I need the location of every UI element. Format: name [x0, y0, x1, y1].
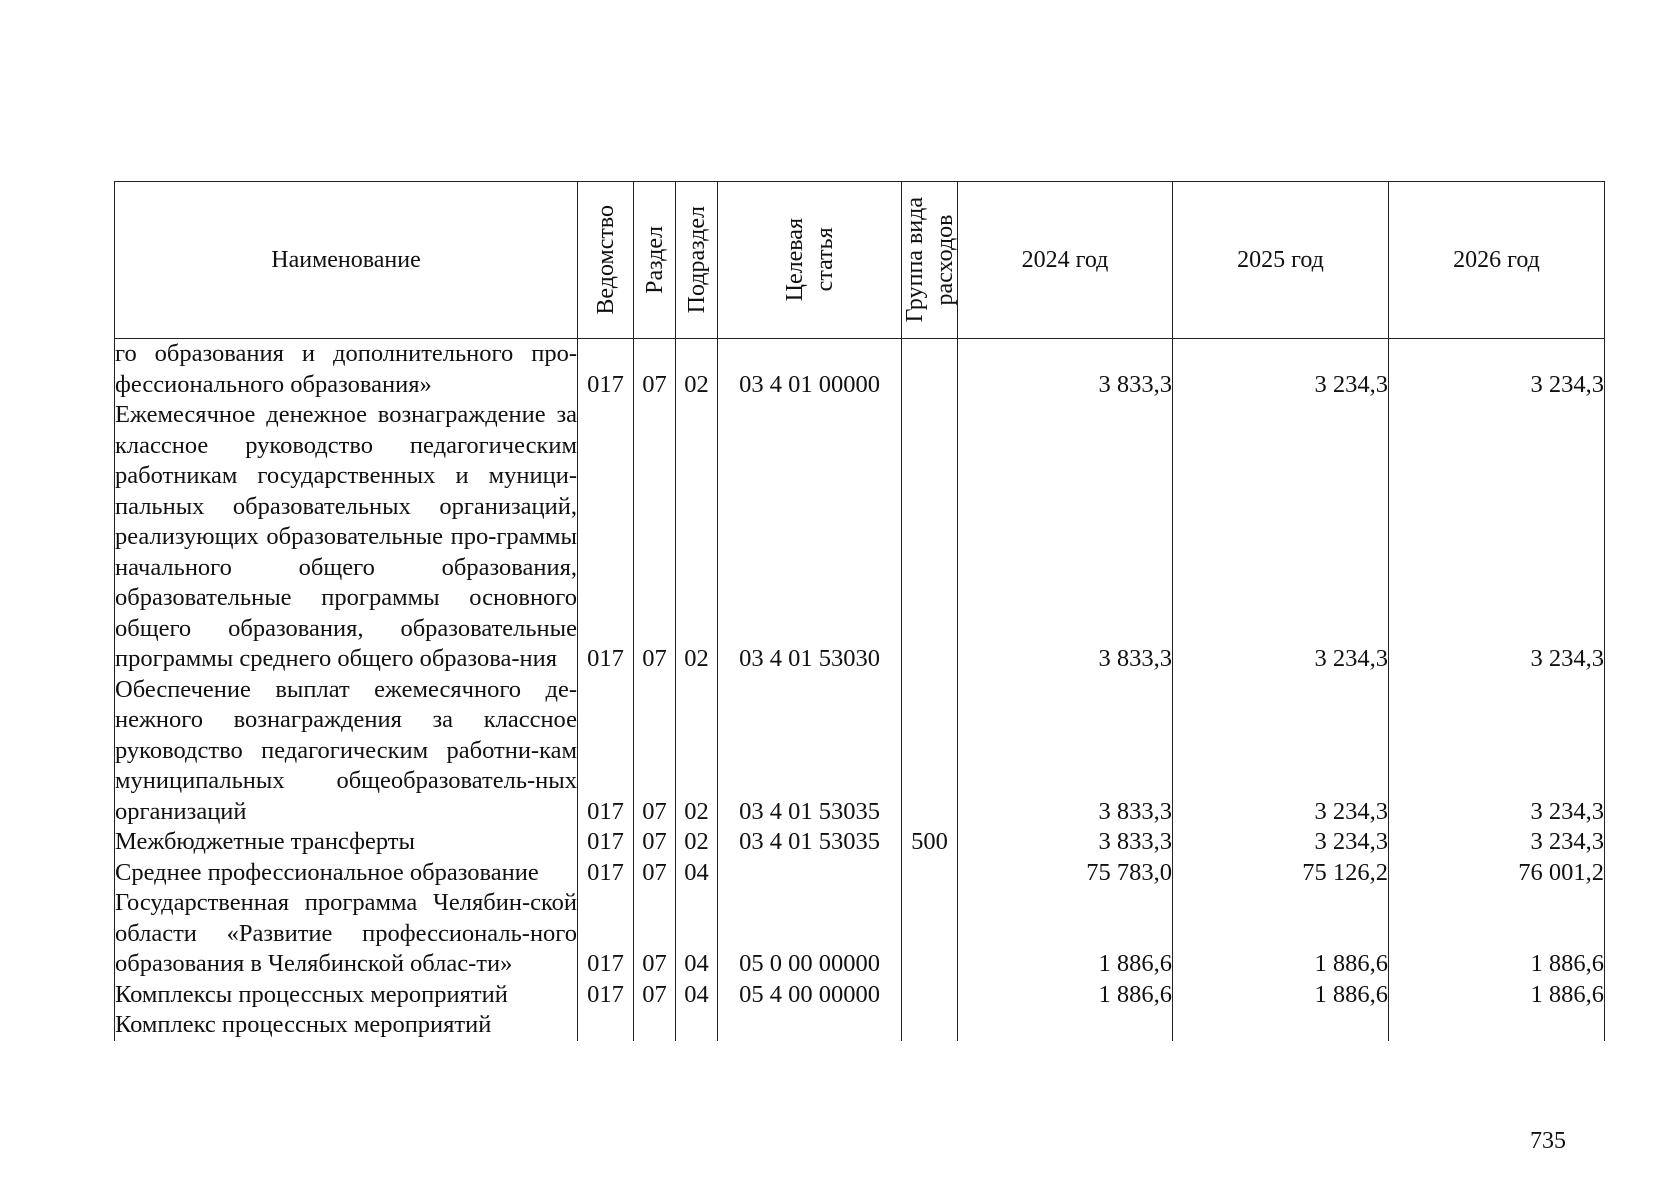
table-row	[115, 400, 1605, 675]
cell-y2024	[958, 1010, 1173, 1041]
header-y2024-label: 2024 год	[1021, 247, 1109, 273]
cell-podrazdel: 02	[676, 400, 718, 675]
cell-name: Комплексы процессных мероприятий	[115, 980, 578, 1011]
cell-gruppa	[902, 858, 958, 889]
cell-y2026: 3 234,3	[1389, 339, 1605, 401]
cell-podrazdel: 04	[676, 888, 718, 980]
cell-razdel: 07	[634, 888, 676, 980]
header-gruppa-line2: расходов	[931, 214, 958, 306]
cell-podrazdel	[676, 1010, 718, 1041]
header-gruppa	[902, 182, 958, 339]
cell-gruppa	[902, 400, 958, 675]
cell-gruppa: 500	[902, 827, 958, 858]
cell-y2026: 3 234,3	[1389, 827, 1605, 858]
header-celevaya-label	[780, 218, 840, 301]
cell-celevaya: 03 4 01 53030	[718, 400, 902, 675]
cell-ved	[578, 1010, 634, 1041]
cell-y2024: 3 833,3	[958, 675, 1173, 828]
cell-razdel: 07	[634, 827, 676, 858]
cell-y2025	[1173, 1010, 1389, 1041]
table-row	[115, 827, 1605, 858]
cell-podrazdel: 02	[676, 675, 718, 828]
cell-y2025: 3 234,3	[1173, 400, 1389, 675]
cell-celevaya	[718, 858, 902, 889]
cell-ved: 017	[578, 858, 634, 889]
cell-celevaya: 05 4 00 00000	[718, 980, 902, 1011]
table-row	[115, 1010, 1605, 1041]
table-body	[115, 339, 1605, 1041]
header-y2026	[1389, 182, 1605, 339]
cell-gruppa	[902, 675, 958, 828]
cell-razdel: 07	[634, 339, 676, 401]
cell-name: Среднее профессиональное образование	[115, 858, 578, 889]
cell-celevaya: 05 0 00 00000	[718, 888, 902, 980]
cell-celevaya: 03 4 01 00000	[718, 339, 902, 401]
header-podrazdel-label: Подраздел	[683, 206, 710, 314]
header-ved-label: Ведомство	[592, 205, 619, 315]
cell-podrazdel: 02	[676, 339, 718, 401]
page-number: 735	[1530, 1128, 1566, 1154]
header-gruppa-label	[900, 197, 960, 322]
cell-y2026: 3 234,3	[1389, 400, 1605, 675]
cell-name: Государственная программа Челябин-ской области «Развитие профессиональ-ного образования в Челябинской облас-ти»	[115, 888, 578, 980]
cell-razdel	[634, 1010, 676, 1041]
budget-table-sheet	[114, 181, 1604, 1101]
cell-y2026	[1389, 1010, 1605, 1041]
cell-y2024: 3 833,3	[958, 400, 1173, 675]
cell-celevaya	[718, 1010, 902, 1041]
cell-y2025: 75 126,2	[1173, 858, 1389, 889]
table-row	[115, 888, 1605, 980]
cell-podrazdel: 02	[676, 827, 718, 858]
header-podrazdel	[676, 182, 718, 339]
cell-ved: 017	[578, 339, 634, 401]
cell-y2025: 3 234,3	[1173, 339, 1389, 401]
table-row	[115, 339, 1605, 401]
cell-razdel: 07	[634, 675, 676, 828]
cell-name: го образования и дополнительного про-фессионального образования»	[115, 339, 578, 401]
cell-y2026: 1 886,6	[1389, 888, 1605, 980]
header-row	[115, 182, 1605, 339]
table-row	[115, 980, 1605, 1011]
header-razdel	[634, 182, 676, 339]
cell-celevaya: 03 4 01 53035	[718, 827, 902, 858]
cell-ved: 017	[578, 827, 634, 858]
cell-gruppa	[902, 980, 958, 1011]
header-celevaya	[718, 182, 902, 339]
header-y2024	[958, 182, 1173, 339]
cell-razdel: 07	[634, 400, 676, 675]
cell-celevaya: 03 4 01 53035	[718, 675, 902, 828]
header-razdel-label: Раздел	[641, 226, 668, 294]
budget-table	[114, 181, 1605, 1041]
cell-y2024: 1 886,6	[958, 980, 1173, 1011]
cell-y2026: 3 234,3	[1389, 675, 1605, 828]
table-row	[115, 675, 1605, 828]
cell-razdel: 07	[634, 858, 676, 889]
cell-y2025: 3 234,3	[1173, 675, 1389, 828]
cell-razdel: 07	[634, 980, 676, 1011]
cell-name: Комплекс процессных мероприятий	[115, 1010, 578, 1041]
cell-ved: 017	[578, 888, 634, 980]
cell-gruppa	[902, 339, 958, 401]
header-ved	[578, 182, 634, 339]
cell-y2026: 1 886,6	[1389, 980, 1605, 1011]
header-name-label: Наименование	[271, 247, 421, 273]
cell-y2024: 1 886,6	[958, 888, 1173, 980]
cell-ved: 017	[578, 400, 634, 675]
header-y2025-label: 2025 год	[1237, 247, 1324, 273]
header-name	[115, 182, 578, 339]
cell-gruppa	[902, 1010, 958, 1041]
cell-y2024: 3 833,3	[958, 827, 1173, 858]
cell-name: Обеспечение выплат ежемесячного де-нежного вознаграждения за классное руководство педагогическим работни-кам муниципальных общеобразователь-ных организаций	[115, 675, 578, 828]
cell-name: Межбюджетные трансферты	[115, 827, 578, 858]
table-row	[115, 858, 1605, 889]
cell-y2024: 3 833,3	[958, 339, 1173, 401]
cell-name: Ежемесячное денежное вознаграждение за классное руководство педагогическим работникам государственных и муници-пальных образовательных организаций, реализующих образовательные про-граммы начального общего образования, образовательные программы основного общего образования, образовательные программы среднего общего образова-ния	[115, 400, 578, 675]
cell-y2026: 76 001,2	[1389, 858, 1605, 889]
cell-y2025: 1 886,6	[1173, 980, 1389, 1011]
cell-gruppa	[902, 888, 958, 980]
cell-y2025: 1 886,6	[1173, 888, 1389, 980]
header-celevaya-line1: Целевая	[781, 218, 808, 302]
header-celevaya-line2: статья	[811, 228, 838, 292]
cell-ved: 017	[578, 980, 634, 1011]
cell-podrazdel: 04	[676, 858, 718, 889]
cell-y2024: 75 783,0	[958, 858, 1173, 889]
header-y2026-label: 2026 год	[1453, 247, 1540, 273]
table-header	[115, 182, 1605, 339]
header-y2025	[1173, 182, 1389, 339]
cell-ved: 017	[578, 675, 634, 828]
header-gruppa-line1: Группа вида	[901, 197, 928, 323]
cell-y2025: 3 234,3	[1173, 827, 1389, 858]
cell-podrazdel: 04	[676, 980, 718, 1011]
